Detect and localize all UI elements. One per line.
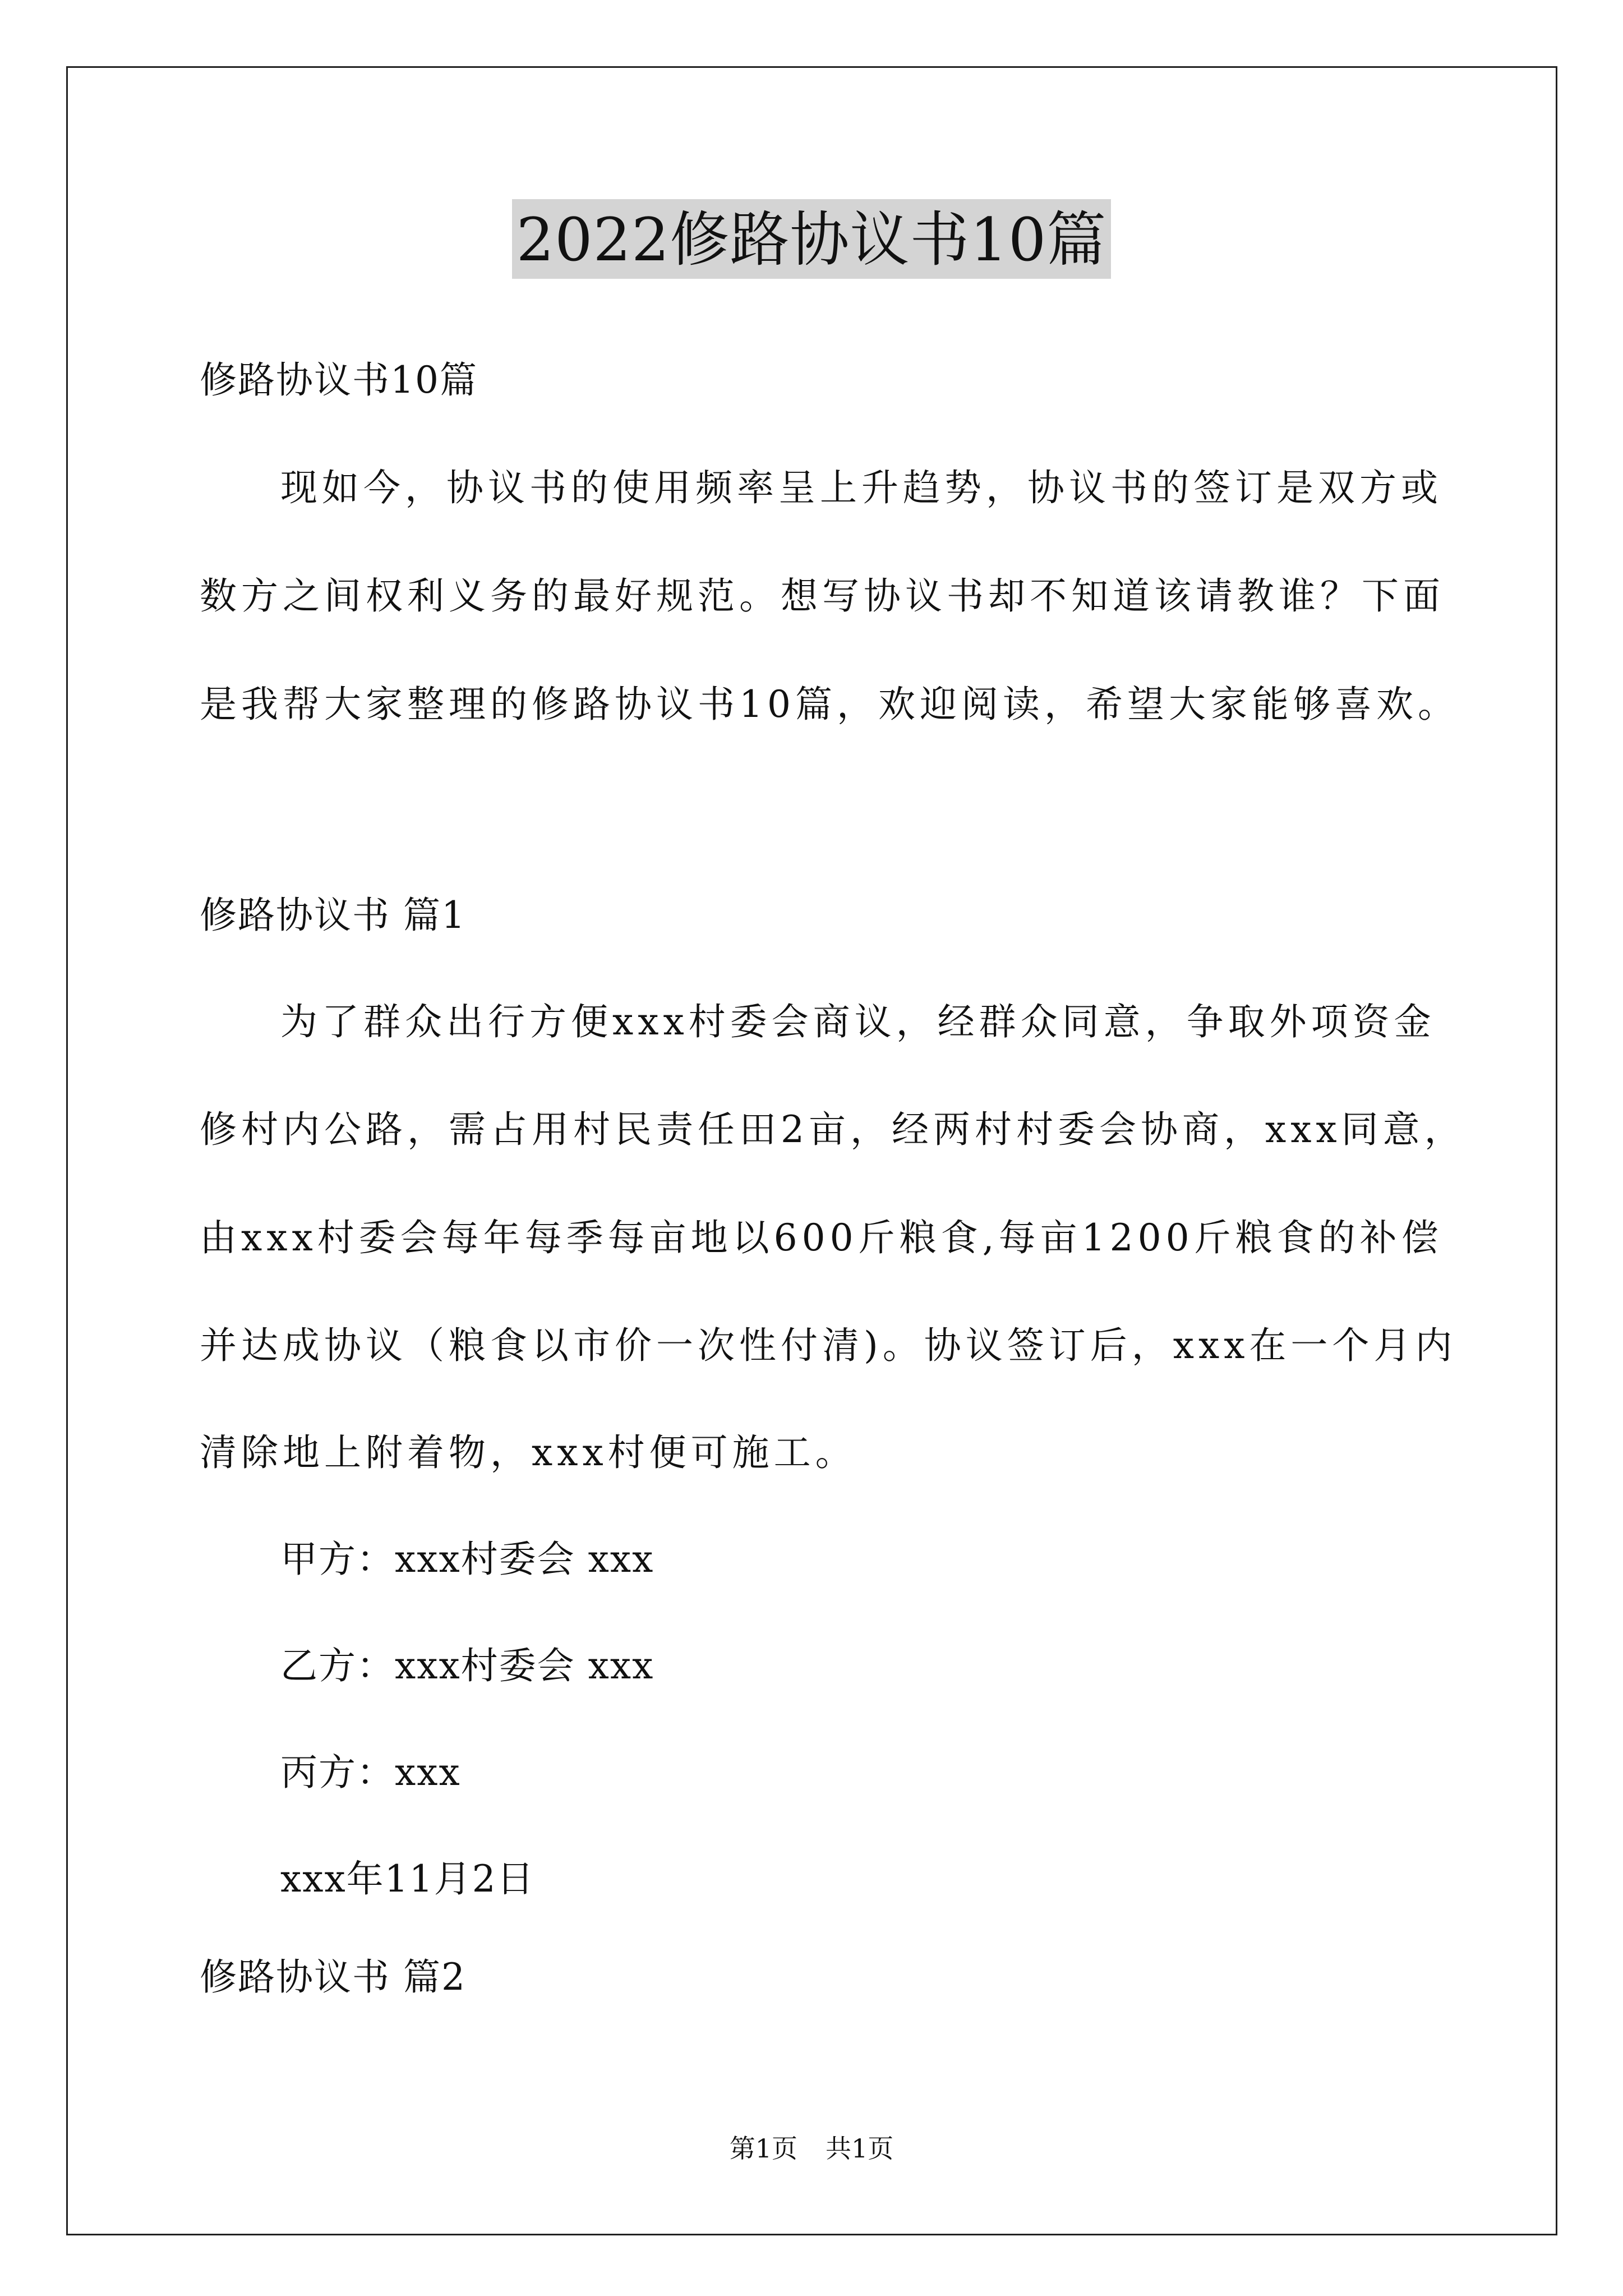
page-total: 共1页 — [826, 2133, 894, 2164]
agreement-date: xxx年11月2日 — [280, 1857, 535, 1901]
section-1-body-line-4: 并达成协议（粮食以市价一次性付清)。协议签订后，xxx在一个月内 — [200, 1324, 1457, 1367]
page-number: 第1页 — [729, 2133, 797, 2164]
intro-line-2: 数方之间权利义务的最好规范。想写协议书却不知道该请教谁？下面 — [200, 574, 1445, 618]
section-1-body-line-2: 修村内公路，需占用村民责任田2亩，经两村村委会协商，xxx同意， — [200, 1108, 1466, 1151]
section-1-body-line-3: 由xxx村委会每年每季每亩地以600斤粮食,每亩1200斤粮食的补偿 — [200, 1216, 1443, 1259]
section-2-heading: 修路协议书 篇2 — [200, 1955, 466, 1999]
title-container — [0, 199, 1623, 279]
section-1-heading: 修路协议书 篇1 — [200, 894, 466, 937]
intro-line-1: 现如今，协议书的使用频率呈上升趋势，协议书的签订是双方或 — [280, 466, 1442, 509]
intro-line-3: 是我帮大家整理的修路协议书10篇，欢迎阅读，希望大家能够喜欢。 — [200, 683, 1459, 726]
party-b: 乙方：xxx村委会 xxx — [280, 1644, 654, 1687]
page-footer — [0, 2132, 1623, 2165]
party-a: 甲方：xxx村委会 xxx — [280, 1538, 654, 1581]
party-c: 丙方：xxx — [280, 1751, 461, 1794]
document-title: 2022修路协议书10篇 — [512, 199, 1112, 279]
document-subtitle: 修路协议书10篇 — [200, 358, 478, 402]
section-1-body-line-1: 为了群众出行方便xxx村委会商议，经群众同意，争取外项资金 — [280, 1000, 1436, 1043]
section-1-body-line-5: 清除地上附着物，xxx村便可施工。 — [200, 1431, 857, 1474]
